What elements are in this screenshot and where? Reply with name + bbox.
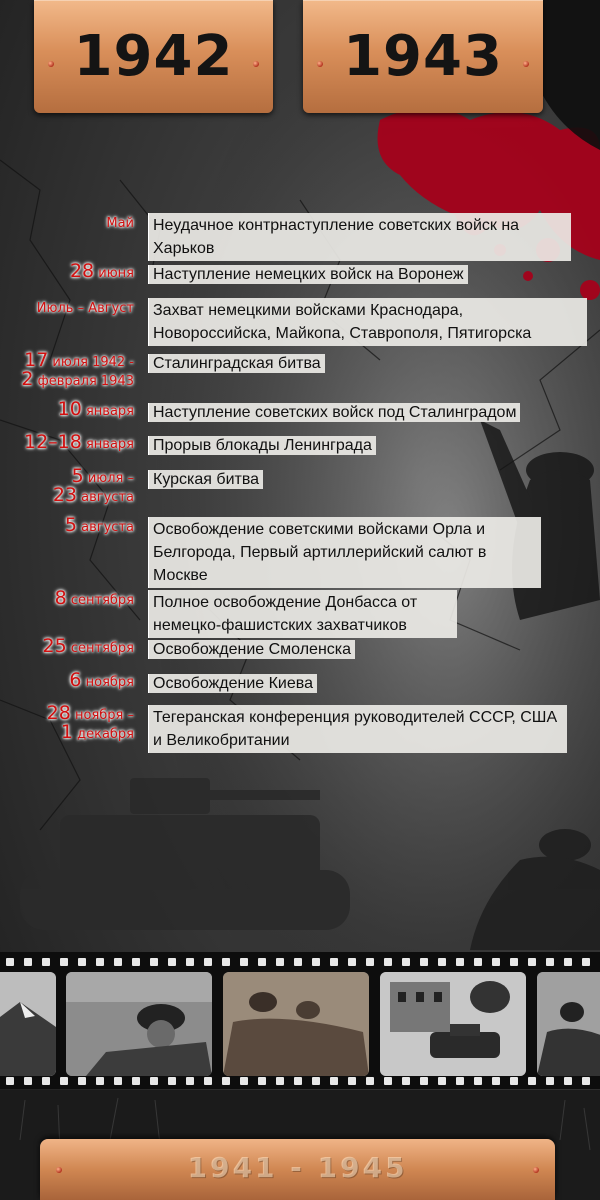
event-description: Захват немецкими войсками Краснодара, Новороссийска, Майкопа, Ставрополя, Пятигорска <box>148 298 587 346</box>
film-perforation <box>510 1077 518 1085</box>
event-date: 5 июля – 23 августа <box>52 465 134 506</box>
film-perforation <box>42 1077 50 1085</box>
film-perforation <box>132 1077 140 1085</box>
year-plate-1943 <box>303 0 543 113</box>
film-perforation <box>186 958 194 966</box>
event-date: 6 ноября <box>69 669 134 691</box>
event-description: Наступление советских войск под Сталинградом <box>148 401 520 424</box>
event-description: Полное освобождение Донбасса от немецко-фашистских захватчиков <box>148 590 457 638</box>
film-perforation <box>132 958 140 966</box>
film-perforation <box>546 1077 554 1085</box>
tank-city-photo-icon <box>380 972 526 1076</box>
film-perforation <box>492 1077 500 1085</box>
event-description: Неудачное контрнаступление советских войск на Харьков <box>148 213 571 261</box>
film-perforation <box>384 1077 392 1085</box>
film-perforation <box>474 958 482 966</box>
film-perforation <box>492 958 500 966</box>
film-perforation <box>96 1077 104 1085</box>
event-description: Освобождение советскими войсками Орла и Белгорода, Первый артиллерийский салют в Москве <box>148 517 541 588</box>
footer-years-label: 1941 - 1945 <box>187 1151 408 1184</box>
film-perforation <box>114 1077 122 1085</box>
film-perforation <box>366 1077 374 1085</box>
film-perforation <box>510 958 518 966</box>
event-date: Июль – Август <box>36 301 134 316</box>
film-perforation <box>60 958 68 966</box>
film-perforation <box>348 958 356 966</box>
film-perforation <box>420 958 428 966</box>
film-perforation <box>366 958 374 966</box>
film-frame-mountains <box>0 972 56 1076</box>
film-perforation <box>114 958 122 966</box>
film-perforation <box>150 1077 158 1085</box>
soldiers-group-photo-icon <box>223 972 369 1076</box>
year-label-left: 1942 <box>73 24 234 89</box>
film-perforation <box>312 958 320 966</box>
film-frame-soldier <box>66 972 212 1076</box>
year-label-right: 1943 <box>343 24 503 89</box>
film-perforation <box>402 1077 410 1085</box>
film-perforation <box>384 958 392 966</box>
film-perforation <box>42 958 50 966</box>
event-date: 28 ноября – 1 декабря <box>46 702 134 743</box>
film-perforation <box>168 1077 176 1085</box>
event-date: 5 августа <box>64 514 134 536</box>
event-description: Прорыв блокады Ленинграда <box>148 434 376 457</box>
film-perforation <box>60 1077 68 1085</box>
film-perforation <box>294 958 302 966</box>
film-frame-ruins <box>537 972 600 1076</box>
year-plate-1942 <box>34 0 273 113</box>
film-perforation <box>186 1077 194 1085</box>
soldiers-ruins-photo-icon <box>537 972 600 1076</box>
event-description: Наступление немецких войск на Воронеж <box>148 263 468 286</box>
film-perforation <box>528 1077 536 1085</box>
event-description: Тегеранская конференция руководителей СССР, США и Великобритании <box>148 705 567 753</box>
film-perforation <box>438 958 446 966</box>
soldier-crawling-photo-icon <box>66 972 212 1076</box>
film-frame-tank <box>380 972 526 1076</box>
film-perforation <box>582 958 590 966</box>
film-perforation <box>564 958 572 966</box>
film-perforation <box>420 1077 428 1085</box>
event-date: 12–18 января <box>23 431 134 453</box>
film-perforation <box>312 1077 320 1085</box>
film-perforation <box>222 958 230 966</box>
film-perforation <box>6 1077 14 1085</box>
film-perforation <box>564 1077 572 1085</box>
film-perforation <box>24 1077 32 1085</box>
film-perforation <box>528 958 536 966</box>
film-perforation <box>258 958 266 966</box>
film-perforation <box>96 958 104 966</box>
film-perforation <box>456 958 464 966</box>
film-perforation <box>330 1077 338 1085</box>
film-perforation <box>456 1077 464 1085</box>
event-date: 25 сентября <box>42 635 134 657</box>
film-perforation <box>240 1077 248 1085</box>
film-perforation <box>348 1077 356 1085</box>
film-perforation <box>204 1077 212 1085</box>
film-perforation <box>78 1077 86 1085</box>
event-description: Освобождение Смоленска <box>148 638 355 661</box>
film-perforation <box>474 1077 482 1085</box>
film-perforation <box>294 1077 302 1085</box>
film-perforation <box>78 958 86 966</box>
film-perforation <box>150 958 158 966</box>
film-perforation <box>276 1077 284 1085</box>
footer-plate <box>40 1139 555 1200</box>
film-perforation <box>240 958 248 966</box>
film-perforation <box>168 958 176 966</box>
event-date: 17 июля 1942 - 2 февраля 1943 <box>21 349 134 390</box>
mountains-photo-icon <box>0 972 56 1076</box>
film-perforation <box>438 1077 446 1085</box>
film-frame-group <box>223 972 369 1076</box>
film-perforation <box>402 958 410 966</box>
event-description: Сталинградская битва <box>148 352 325 375</box>
film-perforation <box>24 958 32 966</box>
film-perforation <box>276 958 284 966</box>
event-description: Освобождение Киева <box>148 672 317 695</box>
film-perforation <box>582 1077 590 1085</box>
event-date: 8 сентября <box>54 587 134 609</box>
film-perforation <box>258 1077 266 1085</box>
film-perforation <box>222 1077 230 1085</box>
event-date: 28 июня <box>69 260 134 282</box>
event-date: Май <box>106 216 134 231</box>
film-perforation <box>6 958 14 966</box>
film-perforation <box>330 958 338 966</box>
film-perforation <box>546 958 554 966</box>
event-date: 10 января <box>57 398 134 420</box>
film-strip <box>0 952 600 1089</box>
event-description: Курская битва <box>148 468 263 491</box>
film-perforation <box>204 958 212 966</box>
